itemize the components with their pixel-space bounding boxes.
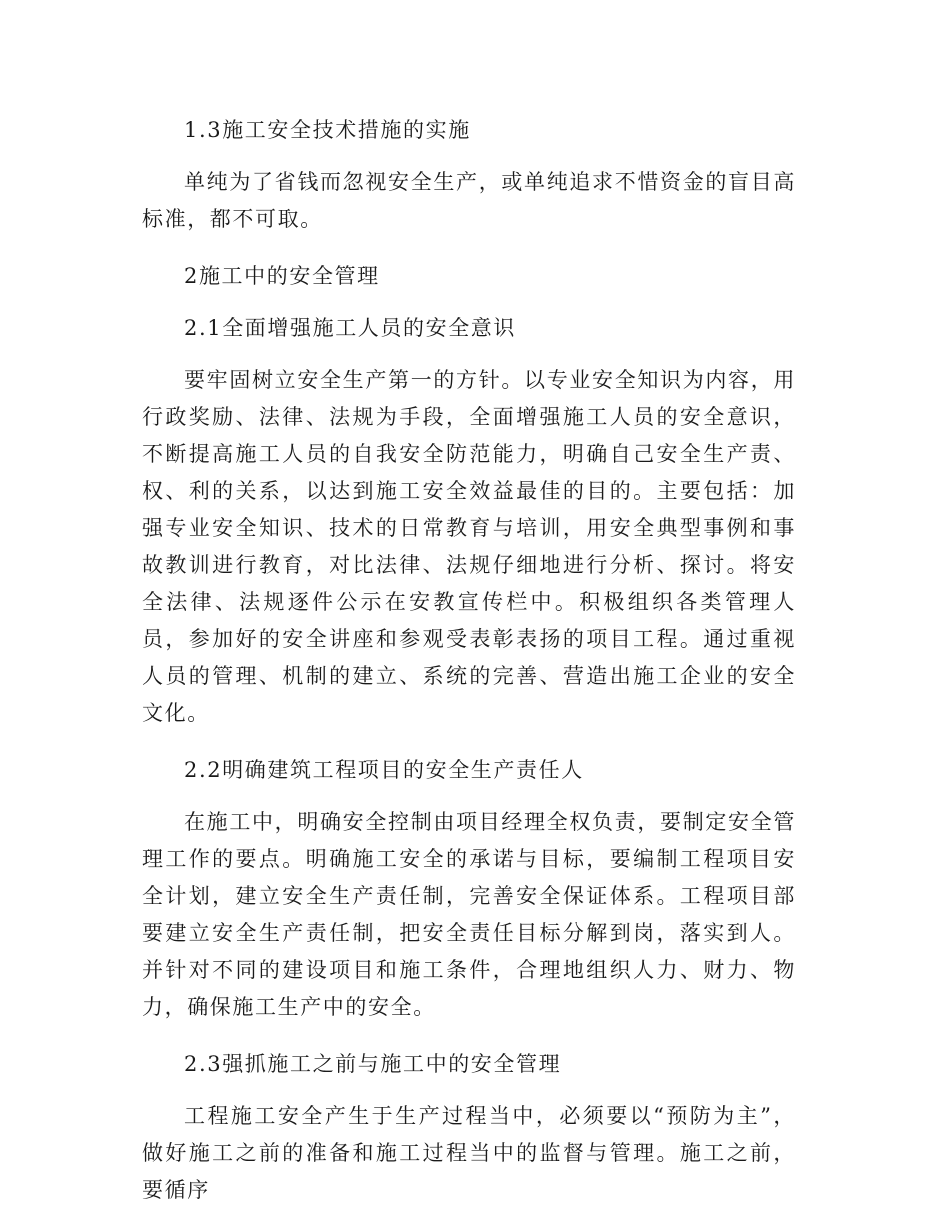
paragraph-safety-awareness: 要牢固树立安全生产第一的方针。以专业安全知识为内容，用行政奖励、法律、法规为手段，全面增强施工人员的安全意识，不断提高施工人员的自我安全防范能力，明确自己安全生产责、权、利的关系，以达到施工安全效益最佳的目的。主要包括：加强专业安全知识、技术的日常教育与培训，用安全典型事例和事故教训进行教育，对比法律、法规仔细地进行分析、探讨。将安全法律、法规逐件公示在安教宣传栏中。积极组织各类管理人员，参加好的安全讲座和参观受表彰表扬的项目工程。通过重视人员的管理、机制的建立、系统的完善、营造出施工企业的安全文化。 [142,368,796,725]
spacer [142,354,796,362]
paragraph-responsibility: 在施工中，明确安全控制由项目经理全权负责，要制定安全管理工作的要点。明确施工安全的承诺与目标，要编制工程项目安全计划，建立安全生产责任制，完善安全保证体系。工程项目部要建立安全生产责任制，把安全责任目标分解到岗，落实到人。并针对不同的建设项目和施工条件，合理地组织人力、财力、物力，确保施工生产中的安全。 [142,810,796,1019]
paragraph-cost-safety: 单纯为了省钱而忽视安全生产，或单纯追求不惜资金的盲目高标准，都不可取。 [142,170,796,231]
document-body [142,104,796,1209]
section-heading-1-3: 1.3施工安全技术措施的实施 [184,118,471,142]
spacer [142,238,796,250]
spacer [142,1090,796,1098]
spacer [142,796,796,804]
spacer [142,1026,796,1038]
section-heading-2-1: 2.1全面增强施工人员的安全意识 [184,316,516,340]
section-heading-2-3: 2.3强抓施工之前与施工中的安全管理 [184,1052,562,1076]
spacer [142,732,796,744]
section-heading-2-2: 2.2明确建筑工程项目的安全生产责任人 [184,758,584,782]
paragraph-pre-construction: 工程施工安全产生于生产过程当中，必须要以“预防为主”，做好施工之前的准备和施工过程当中的监督与管理。施工之前，要循序 [142,1104,796,1202]
section-heading-2: 2施工中的安全管理 [184,264,380,288]
spacer [142,156,796,164]
